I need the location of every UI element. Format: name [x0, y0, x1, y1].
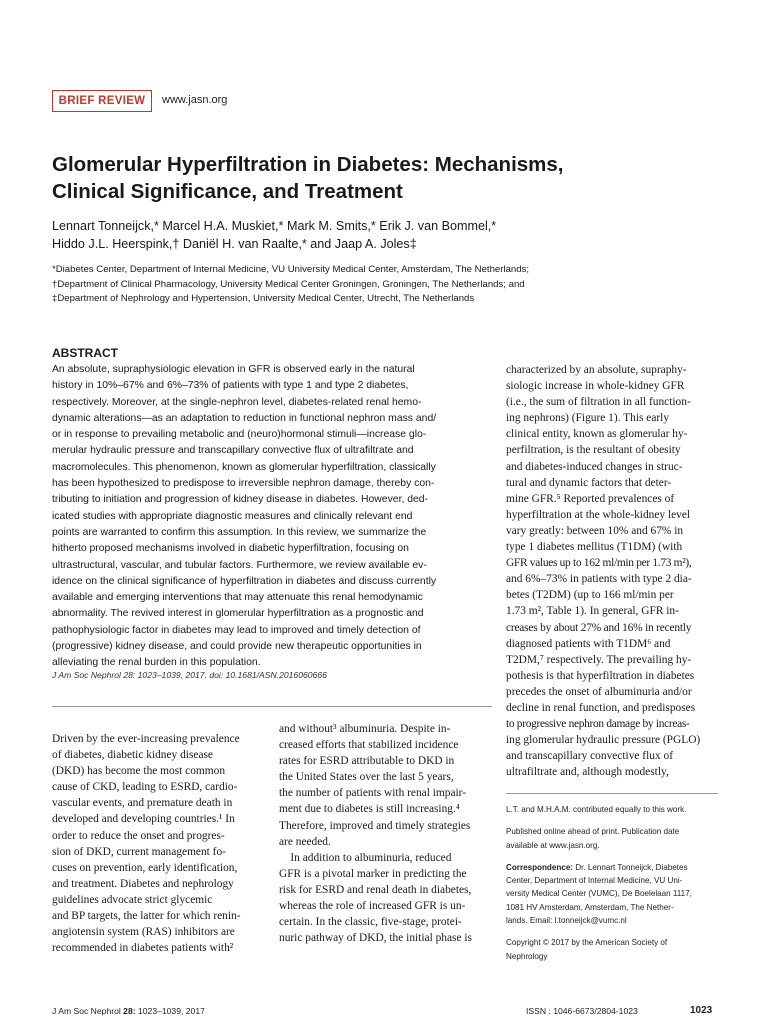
body-line: (i.e., the sum of filtration in all function-	[506, 396, 691, 409]
body-line: and transcapillary convective flux of	[506, 750, 673, 763]
body-line: T2DM,⁷ respectively. The prevailing hy-	[506, 653, 692, 666]
body-line: GFR values up to 162 ml/min per 1.73 m²),	[506, 557, 692, 570]
body-line: GFR is a pivotal marker in predicting the	[279, 867, 467, 880]
abstract-divider	[52, 706, 492, 707]
body-line: In addition to albuminuria, reduced	[279, 851, 452, 864]
body-line: betes (T2DM) (up to 166 ml/min per	[506, 589, 674, 602]
footer-volume: 28:	[123, 1006, 136, 1016]
notes-divider	[506, 793, 718, 794]
note-line: Center, Department of Internal Medicine, VU Uni-	[506, 876, 683, 886]
note-line: Published online ahead of print. Publication date	[506, 827, 680, 837]
body-line: vary greatly: between 10% and 67% in	[506, 524, 684, 537]
affiliation-list	[52, 263, 712, 307]
abstract-line: merular hydraulic pressure and transcapillary convective flux of ultrafiltrate and	[52, 445, 414, 457]
body-line: and 6%–73% in patients with type 2 dia-	[506, 573, 692, 586]
body-line: diagnosed patients with T1DM⁶ and	[506, 637, 671, 650]
author-line: Lennart Tonneijck,* Marcel H.A. Muskiet,* Mark M. Smits,* Erik J. van Bommel,*	[52, 219, 497, 233]
body-line: ment due to diabetes is still increasing.⁴	[279, 803, 460, 816]
body-line: rates for ESRD attributable to DKD in	[279, 755, 455, 768]
abstract-line: or in response to prevailing metabolic and (neuro)hormonal stimuli—increase glo-	[52, 429, 427, 441]
body-line: cuses on prevention, early identification,	[52, 861, 238, 874]
body-line: to progressive nephron damage by increas-	[506, 718, 690, 731]
note-line	[506, 861, 718, 874]
body-line: Therefore, improved and timely strategies	[279, 819, 471, 832]
note-line: versity Medical Center (VUMC), De Boelelaan 1117,	[506, 889, 692, 899]
body-column-2	[279, 721, 494, 946]
body-line: ing nephrons) (Figure 1). This early	[506, 412, 670, 425]
note-line: 1081 HV Amsterdam, Amsterdam, The Nether-	[506, 902, 674, 912]
body-line: certain. In the classic, five-stage, protei-	[279, 916, 462, 929]
affiliation-line: †Department of Clinical Pharmacology, University Medical Center Groningen, Groningen, The Netherlands; and	[52, 278, 525, 290]
body-line: ultrafiltrate and, although modestly,	[506, 766, 669, 779]
contribution-note	[506, 803, 718, 816]
body-line: (DKD) has become the most common	[52, 765, 226, 778]
body-line: and diabetes-induced changes in struc-	[506, 460, 683, 473]
body-line: tural and dynamic factors that deter-	[506, 476, 672, 489]
body-line: and treatment. Diabetes and nephrology	[52, 877, 234, 890]
body-line: creases by about 27% and 16% in recently	[506, 621, 692, 634]
article-type-badge: BRIEF REVIEW	[52, 90, 152, 112]
body-line: pothesis is that hyperfiltration in diabetes	[506, 669, 695, 682]
footer-journal: J Am Soc Nephrol	[52, 1006, 124, 1016]
footer-issn: ISSN : 1046-6673/2804-1023	[526, 1006, 638, 1016]
body-line: precedes the onset of albuminuria and/or	[506, 685, 692, 698]
author-line: Hiddo J.L. Heerspink,† Daniël H. van Raalte,* and Jaap A. Joles‡	[52, 237, 417, 251]
abstract-line: tributing to initiation and progression of kidney disease in diabetes. However, ded-	[52, 494, 429, 506]
title-line: Glomerular Hyperfiltration in Diabetes: Mechanisms,	[52, 153, 564, 176]
body-line: developed and developing countries.¹ In	[52, 813, 235, 826]
body-column-3	[506, 362, 718, 780]
abstract-line: (progressive) kidney disease, and could provide new therapeutic opportunities in	[52, 641, 422, 653]
citation-doi: J Am Soc Nephrol 28: 1023–1039, 2017. doi: 10.1681/ASN.2016060666	[52, 670, 327, 680]
body-line: perfiltration, is the resultant of obesity	[506, 444, 681, 457]
body-line: clinical entity, known as glomerular hy-	[506, 428, 688, 441]
body-line: risk for ESRD and renal death in diabetes,	[279, 883, 472, 896]
copyright-note	[506, 936, 718, 963]
article-notes	[506, 803, 718, 972]
body-line: are needed.	[279, 835, 331, 848]
correspondence-note	[506, 861, 718, 927]
body-line: ing glomerular hydraulic pressure (PGLO)	[506, 734, 701, 747]
page-number: 1023	[690, 1005, 713, 1016]
body-line: and BP targets, the latter for which renin-	[52, 910, 241, 923]
note-line: Copyright © 2017 by the American Society of	[506, 938, 668, 948]
body-line: hyperfiltration at the whole-kidney level	[506, 508, 691, 521]
abstract-line: available and emerging interventions that may attenuate this renal hemodynamic	[52, 592, 423, 604]
abstract-line: idence on the clinical significance of hyperfiltration in diabetes and discuss currently	[52, 575, 437, 587]
title-line: Clinical Significance, and Treatment	[52, 180, 403, 203]
body-line: vascular events, and premature death in	[52, 797, 233, 810]
correspondence-label: Correspondence:	[506, 862, 574, 872]
abstract-line: history in 10%–67% and 6%–73% of patients with type 1 and type 2 diabetes,	[52, 380, 409, 392]
note-line: Nephrology	[506, 951, 548, 961]
body-line: Driven by the ever-increasing prevalence	[52, 733, 240, 745]
body-line: nuric pathway of DKD, the initial phase is	[279, 932, 472, 945]
body-line: decline in renal function, and predisposes	[506, 701, 696, 714]
abstract-line: macromolecules. This phenomenon, known as glomerular hyperfiltration, classically	[52, 461, 436, 473]
body-line: siologic increase in whole-kidney GFR	[506, 380, 685, 393]
body-line: of diabetes, diabetic kidney disease	[52, 749, 213, 762]
body-line: angiotensin system (RAS) inhibitors are	[52, 926, 235, 939]
body-line: sion of DKD, current management fo-	[52, 845, 226, 858]
abstract-line: abnormality. The revived interest in glomerular hyperfiltration as a prognostic and	[52, 608, 424, 620]
abstract-line: pathophysiologic factor in diabetes may lead to improved and timely detection of	[52, 624, 421, 636]
note-text: Dr. Lennart Tonneijck, Diabetes	[573, 862, 688, 872]
note-line: lands. Email: l.tonneijck@vumc.nl	[506, 916, 627, 926]
abstract-line: respectively. Moreover, at the single-nephron level, diabetes-related renal hemo-	[52, 396, 422, 408]
body-line: cause of CKD, leading to ESRD, cardio-	[52, 781, 238, 794]
footer-journal-reference	[52, 1006, 205, 1016]
note-line: L.T. and M.H.A.M. contributed equally to this work.	[506, 805, 687, 814]
publication-note	[506, 825, 718, 852]
affiliation-line: ‡Department of Nephrology and Hypertension, University Medical Center, Utrecht, The Netherlands	[52, 293, 475, 304]
body-line: the United States over the last 5 years,	[279, 771, 454, 784]
body-line: guidelines advocate strict glycemic	[52, 893, 213, 906]
abstract-line: hitherto proposed mechanisms involved in diabetic hyperfiltration, focusing on	[52, 543, 409, 555]
body-line: mine GFR.⁵ Reported prevalences of	[506, 492, 675, 505]
body-line: creased efforts that stabilized incidence	[279, 739, 459, 752]
abstract-line: points are warranted to confirm this assumption. In this review, we summarize the	[52, 526, 427, 538]
affiliation-line: *Diabetes Center, Department of Internal Medicine, VU University Medical Center, Amsterdam, The Netherlands;	[52, 264, 530, 275]
abstract-line: An absolute, supraphysiologic elevation in GFR is observed early in the natural	[52, 364, 415, 375]
body-line: order to reduce the onset and progres-	[52, 829, 225, 842]
body-line: the number of patients with renal impair-	[279, 787, 467, 800]
footer-pages: 1023–1039, 2017	[135, 1006, 205, 1016]
abstract-text	[52, 362, 492, 672]
abstract-line: ultrastructural, vascular, and tubular factors. Furthermore, we review available ev-	[52, 559, 427, 571]
body-line: characterized by an absolute, supraphy-	[506, 364, 687, 376]
body-line: whereas the role of increased GFR is un-	[279, 900, 466, 913]
note-line: available at www.jasn.org.	[506, 840, 600, 850]
body-line: type 1 diabetes mellitus (T1DM) (with	[506, 541, 683, 554]
body-line: 1.73 m², Table 1). In general, GFR in-	[506, 605, 679, 618]
abstract-line: icated studies with appropriate diagnostic measures and clinically relevant end	[52, 510, 413, 522]
body-line: and without³ albuminuria. Despite in-	[279, 723, 451, 735]
article-title	[52, 151, 672, 205]
body-line: recommended in diabetes patients with²	[52, 942, 234, 955]
author-list	[52, 217, 702, 253]
journal-website-link[interactable]: www.jasn.org	[162, 94, 228, 106]
body-column-1	[52, 731, 267, 956]
abstract-heading: ABSTRACT	[52, 346, 118, 360]
abstract-line: alleviating the renal burden in this population.	[52, 657, 261, 669]
abstract-line: dynamic alterations—as an adaptation to reduction in functional nephron mass and/	[52, 412, 437, 424]
abstract-line: has been hypothesized to predispose to irreversible nephron damage, thereby con-	[52, 478, 435, 490]
